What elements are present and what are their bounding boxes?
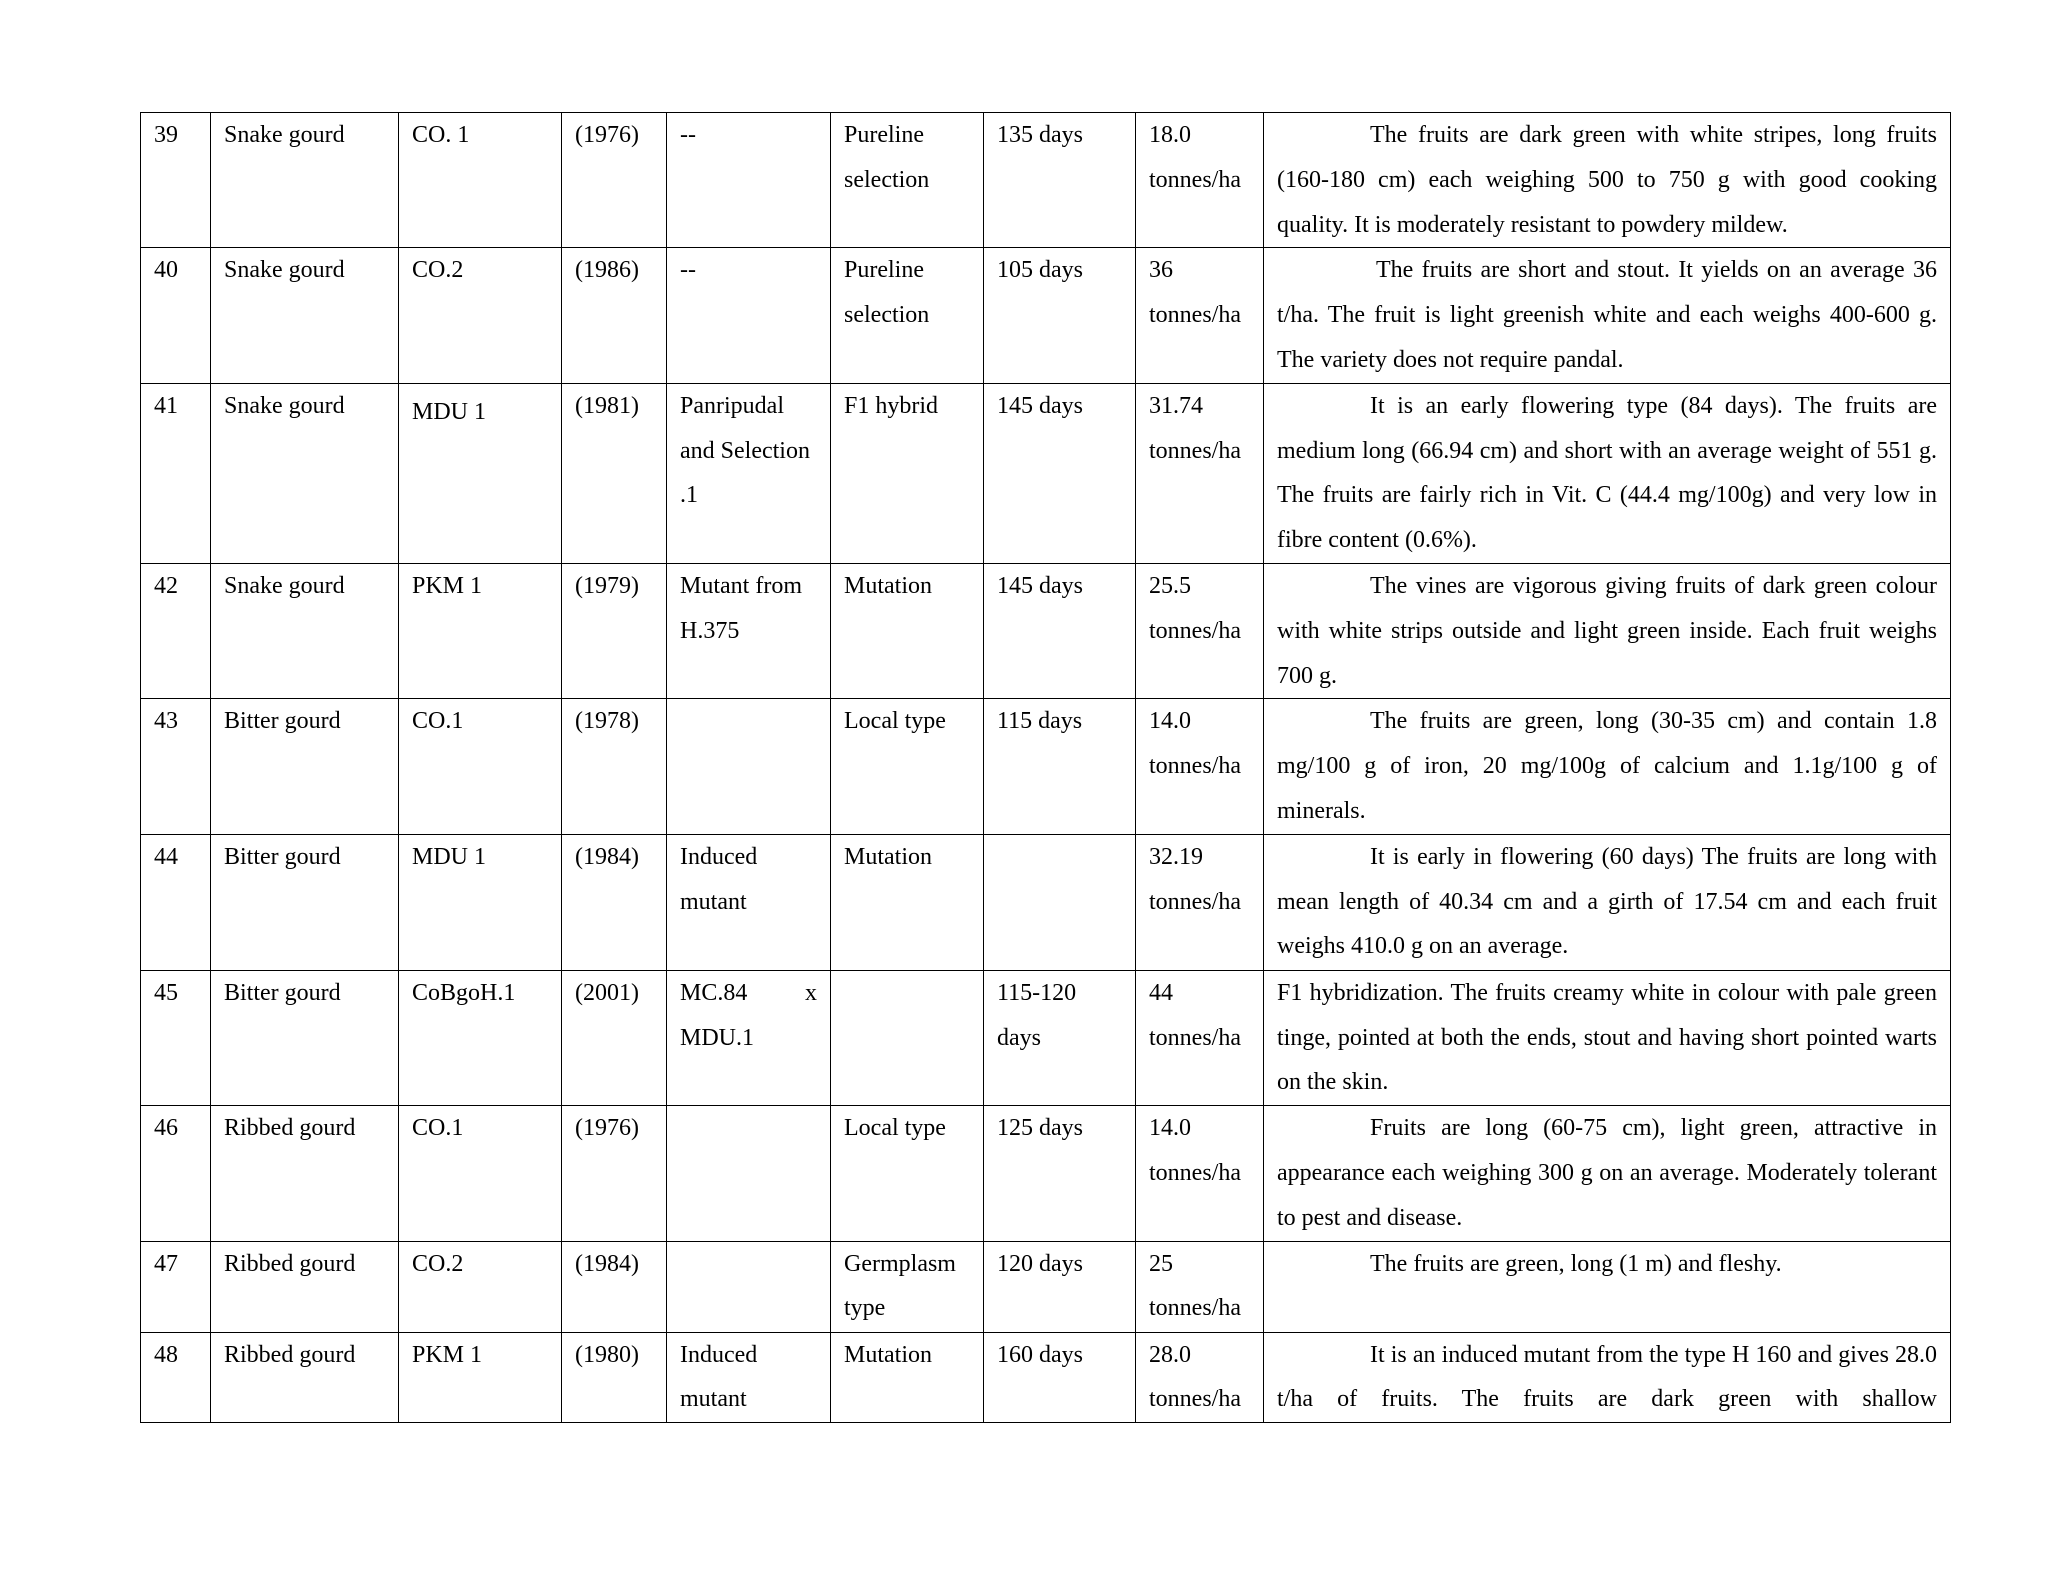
description-text: It is an early flowering type (84 days). The fruits are medium long (66.94 cm) and short with an average weight of 551 g. The fruits are fairly rich in Vit. C (44.4 mg/100g) and very low in fibre content (0.6%).	[1277, 392, 1937, 554]
description-text: It is early in flowering (60 days) The fruits are long with mean length of 40.34 cm and a girth of 17.54 cm and each fruit weighs 410.0 g on an average.	[1277, 843, 1937, 960]
description	[1264, 563, 1951, 698]
duration: 120 days	[984, 1241, 1136, 1332]
description	[1264, 699, 1951, 834]
parent-female: MC.84	[680, 979, 748, 1006]
breeding-method: Mutation	[831, 563, 984, 698]
variety-name: PKM 1	[399, 1332, 562, 1423]
crop-name: Bitter gourd	[211, 834, 399, 970]
parentage	[667, 1106, 831, 1241]
breeding-method: Mutation	[831, 834, 984, 970]
description	[1264, 1241, 1951, 1332]
crop-name: Ribbed gourd	[211, 1241, 399, 1332]
parentage	[667, 1241, 831, 1332]
serial-number: 44	[141, 834, 211, 970]
table-row	[141, 1106, 1951, 1241]
yield: 32.19 tonnes/ha	[1136, 834, 1264, 970]
duration: 145 days	[984, 563, 1136, 698]
breeding-method: Germplasm type	[831, 1241, 984, 1332]
duration: 115 days	[984, 699, 1136, 834]
release-year: (1984)	[562, 1241, 667, 1332]
serial-number: 40	[141, 248, 211, 383]
serial-number: 39	[141, 113, 211, 248]
parentage	[667, 699, 831, 834]
table-row	[141, 699, 1951, 834]
parent-male: MDU.1	[680, 1024, 755, 1051]
breeding-method: F1 hybrid	[831, 383, 984, 563]
parentage: --	[667, 248, 831, 383]
parentage: Panripudal and Selection .1	[667, 383, 831, 563]
duration: 160 days	[984, 1332, 1136, 1423]
serial-number: 45	[141, 970, 211, 1105]
variety-name: CoBgoH.1	[399, 970, 562, 1105]
varieties-table	[140, 112, 1951, 1423]
variety-name	[399, 383, 562, 563]
table-row	[141, 113, 1951, 248]
breeding-method: Local type	[831, 1106, 984, 1241]
duration: 125 days	[984, 1106, 1136, 1241]
serial-number: 47	[141, 1241, 211, 1332]
parentage-cross	[680, 971, 817, 1016]
release-year: (1976)	[562, 113, 667, 248]
serial-number: 41	[141, 383, 211, 563]
crop-name: Bitter gourd	[211, 699, 399, 834]
description-text: The fruits are green, long (30-35 cm) and contain 1.8 mg/100 g of iron, 20 mg/100g of calcium and 1.1g/100 g of minerals.	[1277, 708, 1937, 824]
cross-symbol: x	[805, 979, 817, 1006]
duration: 115-120 days	[984, 970, 1136, 1105]
breeding-method: Mutation	[831, 1332, 984, 1423]
variety-name: CO.1	[399, 699, 562, 834]
yield: 14.0 tonnes/ha	[1136, 1106, 1264, 1241]
release-year: (1979)	[562, 563, 667, 698]
crop-name: Snake gourd	[211, 383, 399, 563]
crop-name: Snake gourd	[211, 248, 399, 383]
description-text: Fruits are long (60-75 cm), light green, attractive in appearance each weighing 300 g on an average. Moderately tolerant to pest and disease.	[1277, 1115, 1937, 1231]
description	[1264, 248, 1951, 383]
release-year: (2001)	[562, 970, 667, 1105]
description	[1264, 834, 1951, 970]
crop-name: Snake gourd	[211, 113, 399, 248]
yield: 18.0 tonnes/ha	[1136, 113, 1264, 248]
table-row	[141, 563, 1951, 698]
variety-name: PKM 1	[399, 563, 562, 698]
description	[1264, 113, 1951, 248]
description-text: The vines are vigorous giving fruits of dark green colour with white strips outside and light green inside. Each fruit weighs 700 g.	[1277, 572, 1937, 689]
breeding-method: Local type	[831, 699, 984, 834]
variety-name: CO.2	[399, 248, 562, 383]
parentage: Induced mutant	[667, 834, 831, 970]
duration: 145 days	[984, 383, 1136, 563]
variety-name: CO. 1	[399, 113, 562, 248]
release-year: (1981)	[562, 383, 667, 563]
description	[1264, 383, 1951, 563]
yield: 31.74 tonnes/ha	[1136, 383, 1264, 563]
yield: 36 tonnes/ha	[1136, 248, 1264, 383]
duration	[984, 834, 1136, 970]
yield: 25 tonnes/ha	[1136, 1241, 1264, 1332]
description	[1264, 1106, 1951, 1241]
crop-name: Ribbed gourd	[211, 1106, 399, 1241]
duration: 135 days	[984, 113, 1136, 248]
parentage: --	[667, 113, 831, 248]
duration: 105 days	[984, 248, 1136, 383]
breeding-method	[831, 970, 984, 1105]
breeding-method: Pureline selection	[831, 248, 984, 383]
table-row	[141, 1241, 1951, 1332]
yield: 28.0 tonnes/ha	[1136, 1332, 1264, 1423]
yield: 44 tonnes/ha	[1136, 970, 1264, 1105]
parentage: Mutant from H.375	[667, 563, 831, 698]
table-row	[141, 834, 1951, 970]
table-row	[141, 970, 1951, 1105]
description	[1264, 970, 1951, 1105]
table-row	[141, 1332, 1951, 1423]
table-row	[141, 383, 1951, 563]
release-year: (1980)	[562, 1332, 667, 1423]
serial-number: 42	[141, 563, 211, 698]
variety-name: MDU 1	[399, 834, 562, 970]
release-year: (1986)	[562, 248, 667, 383]
breeding-method: Pureline selection	[831, 113, 984, 248]
serial-number: 48	[141, 1332, 211, 1423]
description-text: F1 hybridization. The fruits creamy white in colour with pale green tinge, pointed at both the ends, stout and having short pointed warts on the skin.	[1277, 979, 1937, 1096]
variety-name: CO.2	[399, 1241, 562, 1332]
description-text: The fruits are short and stout. It yields on an average 36 t/ha. The fruit is light greenish white and each weighs 400-600 g. The variety does not require pandal.	[1277, 257, 1937, 373]
crop-name: Snake gourd	[211, 563, 399, 698]
serial-number: 43	[141, 699, 211, 834]
variety-name: CO.1	[399, 1106, 562, 1241]
description-text: The fruits are green, long (1 m) and fleshy.	[1370, 1250, 1782, 1277]
yield: 25.5 tonnes/ha	[1136, 563, 1264, 698]
release-year: (1976)	[562, 1106, 667, 1241]
description-text: It is an induced mutant from the type H 160 and gives 28.0 t/ha of fruits. The fruits are dark green with shallow	[1277, 1341, 1937, 1413]
description-text: The fruits are dark green with white stripes, long fruits (160-180 cm) each weighing 500 to 750 g with good cooking quality. It is moderately resistant to powdery mildew.	[1277, 122, 1937, 238]
variety-name-text: MDU 1	[412, 398, 487, 425]
parentage	[667, 970, 831, 1105]
crop-name: Ribbed gourd	[211, 1332, 399, 1423]
release-year: (1978)	[562, 699, 667, 834]
yield: 14.0 tonnes/ha	[1136, 699, 1264, 834]
parentage: Induced mutant	[667, 1332, 831, 1423]
table-row	[141, 248, 1951, 383]
crop-name: Bitter gourd	[211, 970, 399, 1105]
serial-number: 46	[141, 1106, 211, 1241]
description	[1264, 1332, 1951, 1423]
release-year: (1984)	[562, 834, 667, 970]
